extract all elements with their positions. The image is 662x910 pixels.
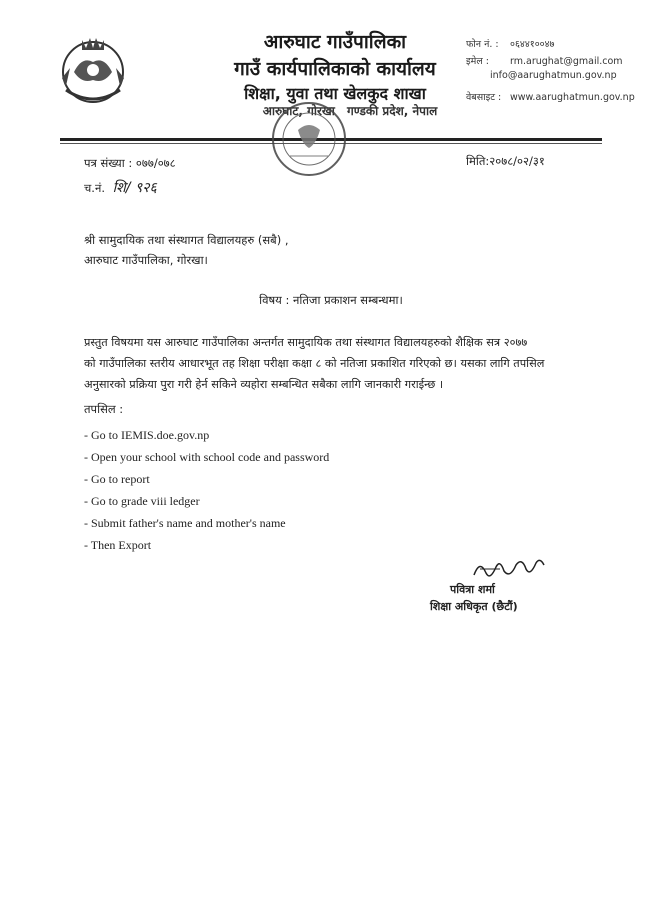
steps-list <box>84 424 329 556</box>
phone-row <box>466 37 554 50</box>
body-line-1: प्रस्तुत विषयमा यस आरुघाट गाउँपालिका अन्तर्गत सामुदायिक तथा संस्थागत विद्यालयहरुको शैक्षिक सत्र २०७७ <box>84 336 528 349</box>
patra-value: ०७७/०७८ <box>135 156 176 170</box>
address-line-a: आरुघाट, गोरखा <box>262 104 335 118</box>
step-item: - Go to grade viii ledger <box>84 494 200 508</box>
website-row <box>466 90 635 103</box>
phone-value: ०६४४१००४७ <box>510 39 555 50</box>
letter-subject: विषय : नतिजा प्रकाशन सम्बन्धमा। <box>259 293 403 307</box>
signatory-title: शिक्षा अधिकृत (छैटौं) <box>430 600 518 613</box>
section-name: शिक्षा, युवा तथा खेलकुद शाखा <box>244 84 426 103</box>
email-value-2[interactable]: info@aarughatmun.gov.np <box>490 70 617 81</box>
nepal-government-emblem-icon <box>52 28 134 110</box>
email-label: इमेल : <box>466 56 490 67</box>
recipient-line-1: श्री सामुदायिक तथा संस्थागत विद्यालयहरु (सबै) , <box>84 233 289 247</box>
phone-label: फोन नं. : <box>466 39 499 50</box>
body-line-3: अनुसारको प्रक्रिया पुरा गरी हेर्न सकिने व्यहोरा सम्बन्धित सबैका लागि जानकारी गराईन्छ । <box>84 378 444 391</box>
website-label: वेबसाइट : <box>466 92 502 103</box>
step-item: - Then Export <box>84 538 152 552</box>
body-line-2: को गाउँपालिका स्तरीय आधारभूत तह शिक्षा परीक्षा कक्षा ८ को नतिजा प्रकाशित गरिएको छ। यसका लागि तपसिल <box>84 357 545 370</box>
municipality-name: आरुघाट गाउँपालिका <box>263 31 407 53</box>
address-line-b: गण्डकी प्रदेश, नेपाल <box>347 104 438 118</box>
chalani-number <box>84 178 157 197</box>
tapasil-label: तपसिल : <box>84 402 124 416</box>
step-item: - Go to IEMIS.doe.gov.np <box>84 428 210 442</box>
step-item: - Go to report <box>84 472 150 486</box>
patra-label: पत्र संख्या : <box>84 156 133 170</box>
chalani-value: शि/ ९२६ <box>112 180 157 196</box>
email-row <box>466 54 623 67</box>
email-value-1[interactable]: rm.arughat@gmail.com <box>510 56 623 67</box>
office-name: गाउँ कार्यपालिकाको कार्यालय <box>234 58 436 80</box>
signatory-name: पवित्रा शर्मा <box>450 583 495 596</box>
step-item: - Open your school with school code and password <box>84 450 330 464</box>
handwritten-signature-icon <box>470 555 550 583</box>
office-stamp-icon <box>268 98 350 180</box>
recipient-line-2: आरुघाट गाउँपालिका, गोरखा। <box>84 253 208 267</box>
website-value[interactable]: www.aarughatmun.gov.np <box>510 92 635 103</box>
letter-date: मिति:२०७८/०२/३१ <box>466 154 545 168</box>
patra-sankhya <box>84 156 176 171</box>
step-item: - Submit father's name and mother's name <box>84 516 286 530</box>
letter-body <box>84 332 584 395</box>
chalani-label: च.नं. <box>84 181 105 195</box>
